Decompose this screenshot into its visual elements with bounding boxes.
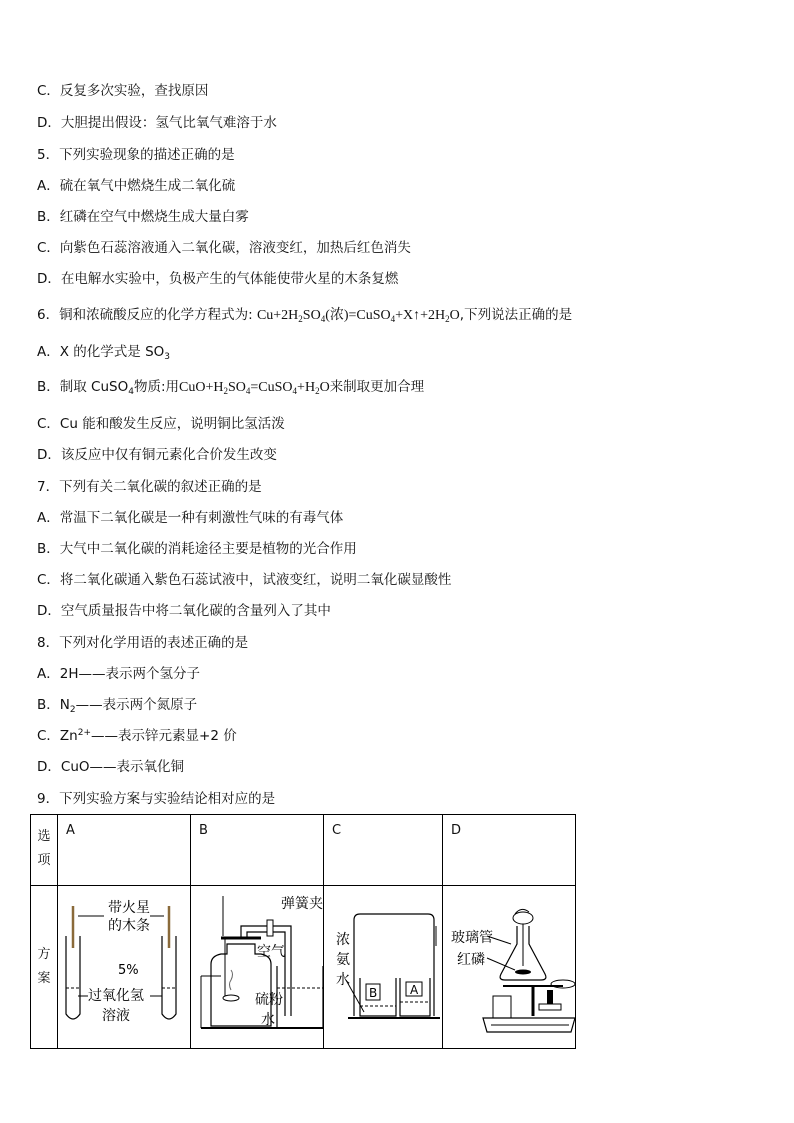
figure-a-test-tubes <box>58 886 190 1044</box>
q5-stem: 5．下列实验现象的描述正确的是 <box>37 147 235 163</box>
figure-a-label-percent: 5% <box>118 963 139 978</box>
q7-stem: 7．下列有关二氧化碳的叙述正确的是 <box>37 479 262 495</box>
q6-stem: 6．铜和浓硫酸反应的化学方程式为: $Cu+2H_2SO_4$(浓)$=CuSO_4+X↑+2H_2O$,下列说法正确的是 <box>37 307 573 324</box>
figure-c-label-conc: 浓 <box>336 932 350 948</box>
q7-option-c: C．将二氧化碳通入紫色石蕊试液中，试液变红，说明二氧化碳显酸性 <box>37 572 452 588</box>
q6-option-c: C．Cu 能和酸发生反应，说明铜比氢活泼 <box>37 416 285 432</box>
figure-c-label-b: B <box>369 986 378 1000</box>
q8-stem: 8．下列对化学用语的表述正确的是 <box>37 635 249 651</box>
row-label-option: 选项 <box>31 815 58 886</box>
col-c-header: C <box>324 815 443 886</box>
figure-c-apparatus <box>324 886 442 1044</box>
figure-d-cell <box>443 886 576 1049</box>
col-d-header: D <box>443 815 576 886</box>
figure-a-cell <box>58 886 191 1049</box>
row-label-scheme: 方案 <box>31 886 58 1049</box>
figure-c-label-a: A <box>410 983 419 997</box>
col-b-header: B <box>191 815 324 886</box>
q8-option-d: D．CuO——表示氧化铜 <box>37 759 185 775</box>
q8-option-c: C．$Zn^{2+}——$表示锌元素显+2 价 <box>37 728 237 744</box>
figure-b-label-sulfur: 硫粉 <box>255 992 283 1008</box>
q7-option-d: D．空气质量报告中将二氧化碳的含量列入了其中 <box>37 603 331 619</box>
q6-option-d: D．该反应中仅有铜元素化合价发生改变 <box>37 447 277 463</box>
figure-c-label-ammonia: 氨 <box>336 952 350 968</box>
q7-option-b: B．大气中二氧化碳的消耗途径主要是植物的光合作用 <box>37 541 357 557</box>
q5-option-a: A．硫在氧气中燃烧生成二氧化硫 <box>37 178 236 194</box>
figure-b-cell <box>191 886 324 1049</box>
figure-b-label-water: 水 <box>261 1012 275 1028</box>
q6-option-a: A．X 的化学式是 $SO_3$ <box>37 344 170 362</box>
figure-a-label-h2o2: 过氧化氢 <box>88 988 144 1004</box>
q6-option-b: B．制取 CuSO$_4$物质:用$CuO+H_2SO_4=CuSO_4+H_2O$来制取更加合理 <box>37 379 425 397</box>
figure-c-label-water: 水 <box>336 972 350 988</box>
figure-d-label-red-phosphorus: 红磷 <box>457 952 485 968</box>
q9-stem: 9．下列实验方案与实验结论相对应的是 <box>37 791 276 807</box>
figure-b-label-clamp: 弹簧夹 <box>281 896 323 912</box>
figure-b-apparatus <box>191 886 323 1044</box>
figure-a-label-solution: 溶液 <box>102 1008 130 1024</box>
figure-b-label-air: 空气 <box>257 944 285 960</box>
q5-option-b: B．红磷在空气中燃烧生成大量白雾 <box>37 209 249 225</box>
q4-option-c: C．反复多次实验，查找原因 <box>37 83 209 99</box>
q7-option-a: A．常温下二氧化碳是一种有刺激性气味的有毒气体 <box>37 510 344 526</box>
q8-option-a: A．2H——表示两个氢分子 <box>37 666 200 682</box>
figure-a-label-splint1: 带火星 <box>108 900 150 916</box>
figure-a-label-splint2: 的木条 <box>108 918 150 934</box>
q9-table <box>30 814 576 1049</box>
figure-d-balance <box>443 886 575 1044</box>
q5-option-c: C．向紫色石蕊溶液通入二氧化碳，溶液变红，加热后红色消失 <box>37 240 411 256</box>
q5-option-d: D．在电解水实验中，负极产生的气体能使带火星的木条复燃 <box>37 271 399 287</box>
col-a-header: A <box>58 815 191 886</box>
q8-option-b: B．$N_2——$表示两个氮原子 <box>37 697 198 715</box>
figure-c-cell <box>324 886 443 1049</box>
figure-d-label-glass-tube: 玻璃管 <box>451 930 493 946</box>
q4-option-d: D．大胆提出假设：氢气比氧气难溶于水 <box>37 115 277 131</box>
